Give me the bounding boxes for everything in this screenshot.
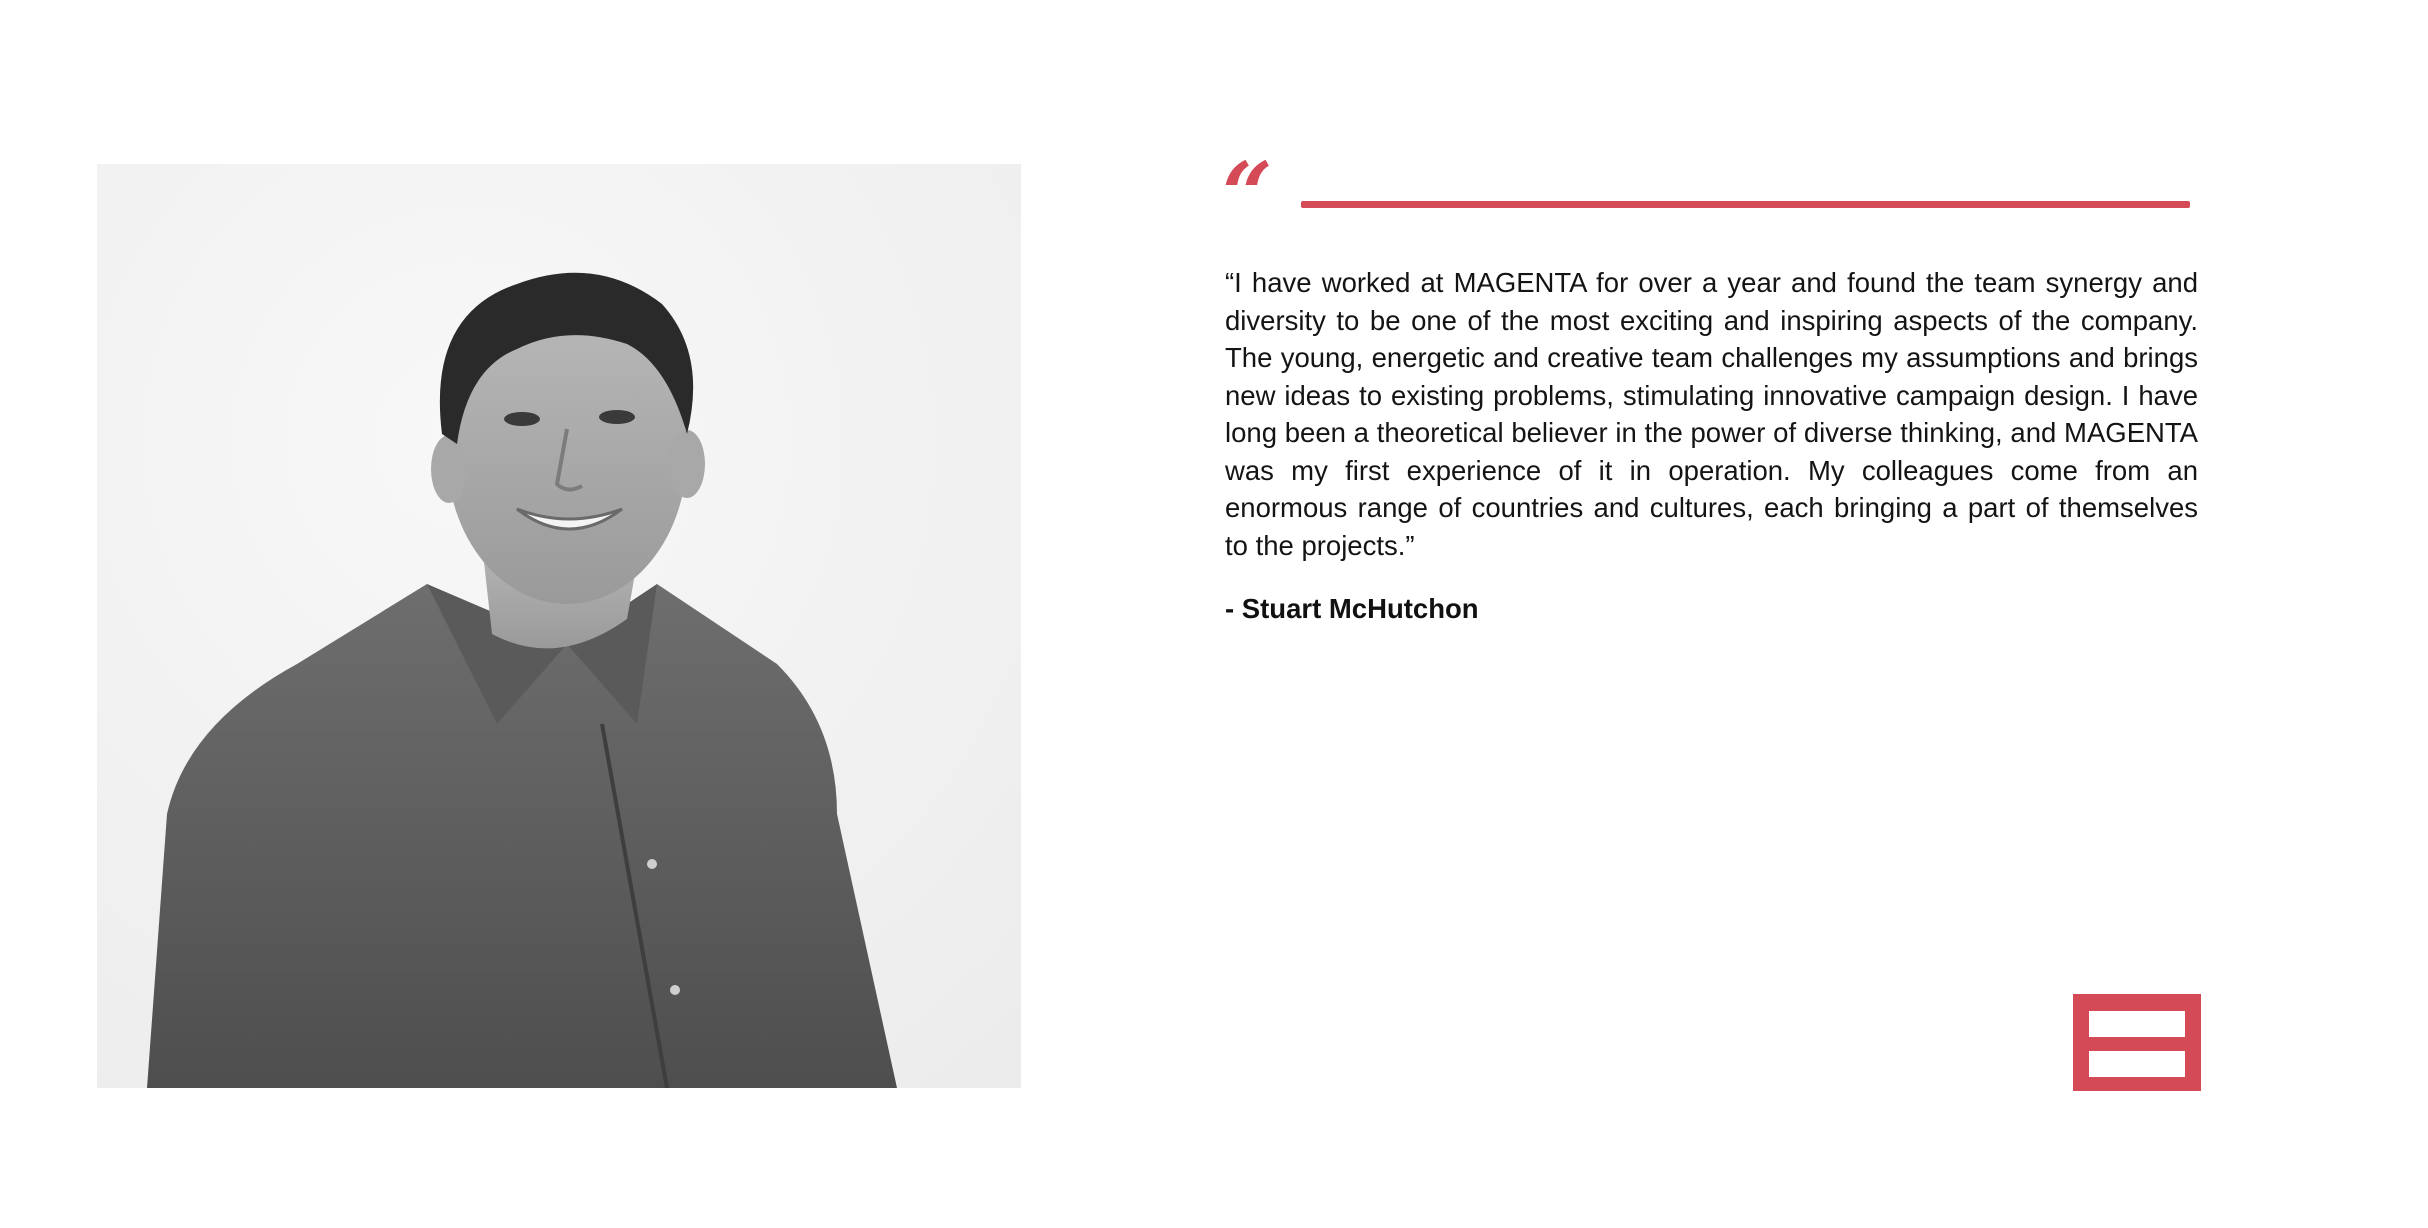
brand-logo-icon bbox=[2073, 994, 2201, 1091]
quote-mark-icon: “ bbox=[1222, 142, 1273, 246]
portrait-illustration bbox=[97, 164, 1021, 1088]
testimonial-quote: “I have worked at MAGENTA for over a year and found the team synergy and diversity to be one of the most exciting and inspiring aspects of the company. The young, energetic and creative team challenges my assumptions and brings new ideas to existing problems, stimulating innovative campaign design. I have long been a theoretical believer in the power of diverse thinking, and MAGENTA was my first experience of it in operation. My colleagues come from an enormous range of countries and cultures, each bringing a part of themselves to the projects.” bbox=[1225, 267, 2198, 561]
logo-bar-bottom bbox=[2089, 1051, 2185, 1077]
logo-bar-top bbox=[2089, 1011, 2185, 1037]
quote-divider bbox=[1301, 201, 2190, 208]
testimonial-author: - Stuart McHutchon bbox=[1225, 593, 1479, 624]
portrait-photo bbox=[97, 164, 1021, 1088]
